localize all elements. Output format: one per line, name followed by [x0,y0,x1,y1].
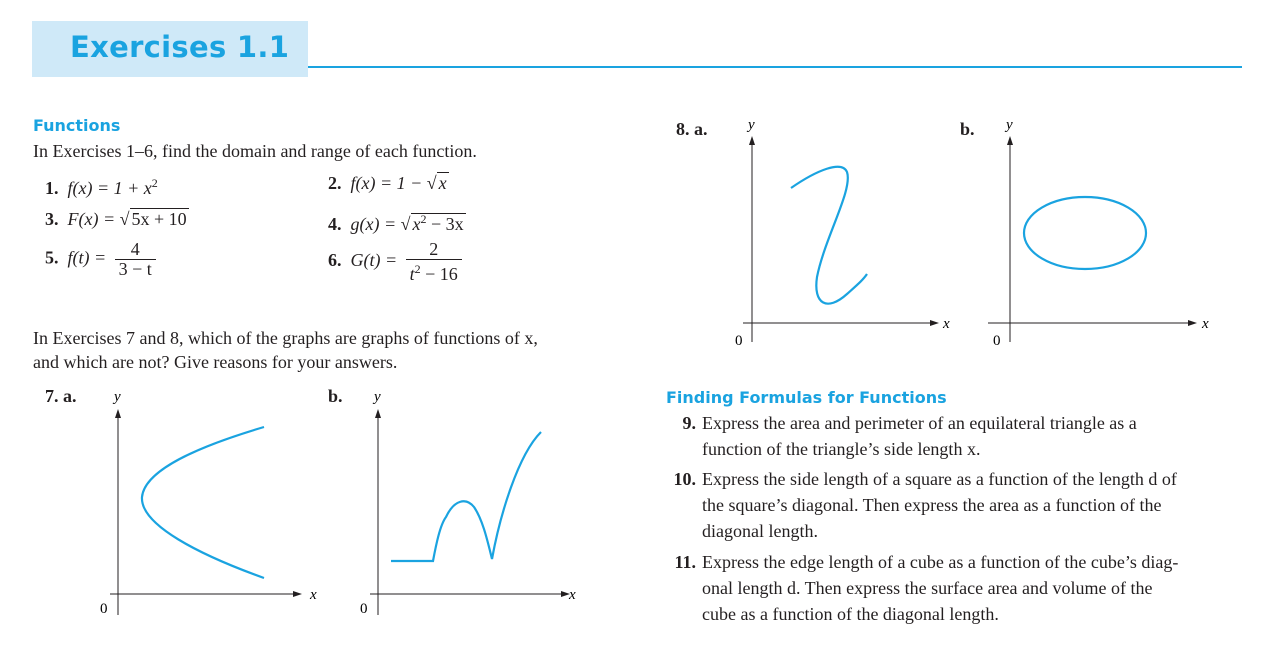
exercise-number: 3. [45,209,59,229]
problem-line: diagonal length. [702,521,818,541]
graph-8b [983,112,1223,352]
numerator: 2 [429,239,439,259]
origin-label: 0 [993,333,1001,349]
origin-label: 0 [735,333,743,349]
sqrt-symbol: √ $x^2 - 3x$ [400,212,464,234]
graph-7b [350,385,590,625]
exercise-number: 1. [45,178,59,198]
fraction [115,240,156,279]
radicand-tail: − 3x [426,214,464,234]
fraction [406,240,462,284]
exercise-3 [45,208,189,230]
exercise-8b-label: b. [960,119,975,139]
exercise-8a-label: 8. a. [676,119,708,139]
problem-line: Express the edge length of a cube as a function of the cube’s diag- [702,552,1179,572]
y-axis-label: y [114,389,121,405]
exercise-7a-label: 7. a. [45,386,77,406]
problem-line: cube as a function of the diagonal length. [702,604,999,624]
x-axis-label: x [943,316,950,332]
exercise-formula: G(t) = [350,250,398,271]
y-axis-arrow [1007,136,1013,145]
exercise-2 [328,172,449,194]
denominator-base: t [409,264,415,284]
exercise-5 [45,240,160,279]
x-axis-arrow [1188,320,1197,326]
exercise-1 [45,172,158,199]
origin-label: 0 [100,601,108,617]
radicand-base: x [412,214,421,234]
problem-line: Express the area and perimeter of an equilateral triangle as a [702,413,1137,433]
exercise-number: 5. [45,247,59,268]
graph-7a [90,385,330,625]
sqrt-symbol: √ x [426,173,447,193]
y-axis-label: y [374,389,381,405]
x-axis-arrow [293,591,302,597]
exercise-formula: f(t) = [67,247,107,268]
denominator-exponent: 2 [414,262,421,276]
graphs-intro-line-2: and which are not? Give reasons for your answers. [33,352,398,372]
exercise-6 [328,240,466,284]
radicand: 5x + 10 [131,209,187,229]
functions-heading: Functions [33,116,121,135]
problem-line: function of the triangle’s side length x. [702,439,981,459]
x-axis-label: x [1202,316,1209,332]
origin-label: 0 [360,601,368,617]
exercise-number: 4. [328,214,342,234]
graphs-intro-line-1: In Exercises 7 and 8, which of the graphs are graphs of functions of x, [33,328,538,348]
y-axis-arrow [375,409,381,418]
curve-8b [1024,197,1146,269]
exercise-7b-label: b. [328,386,343,406]
exercise-number: 6. [328,250,342,271]
radicand-exponent: 2 [420,212,427,226]
exercise-number: 2. [328,173,342,193]
page-title: Exercises 1.1 [70,30,290,64]
numerator: 4 [130,239,140,259]
y-axis-arrow [749,136,755,145]
curve-8a [791,167,867,304]
denominator-tail: − 16 [420,264,458,284]
curve-7b [391,432,541,561]
sqrt-symbol: √ 5x + 10 [119,209,187,229]
exercise-exponent: 2 [151,176,158,190]
x-axis-arrow [930,320,939,326]
problem-number: 11. [674,552,696,572]
header-rule [308,66,1242,68]
problem-line: Express the side length of a square as a function of the length d of [702,469,1177,489]
denominator: 3 − t [115,259,156,279]
y-axis-label: y [748,117,755,133]
exercise-formula: f(x) = 1 − [350,173,423,193]
graph-8a [725,112,965,352]
problem-number: 10. [673,469,696,489]
exercise-4 [328,208,466,235]
functions-intro: In Exercises 1–6, find the domain and range of each function. [33,141,477,161]
problem-line: the square’s diagonal. Then express the area as a function of the [702,495,1162,515]
exercise-formula: F(x) = [67,209,116,229]
problem-number: 9. [682,413,696,433]
radicand: x [438,173,447,193]
y-axis-arrow [115,409,121,418]
y-axis-label: y [1006,117,1013,133]
formulas-heading: Finding Formulas for Functions [666,388,947,407]
exercise-formula: g(x) = [350,214,397,234]
exercise-formula: f(x) = 1 + x [67,178,152,198]
x-axis-label: x [310,587,317,603]
curve-7a [142,427,264,578]
x-axis-label: x [569,587,576,603]
problem-line: onal length d. Then express the surface area and volume of the [702,578,1153,598]
